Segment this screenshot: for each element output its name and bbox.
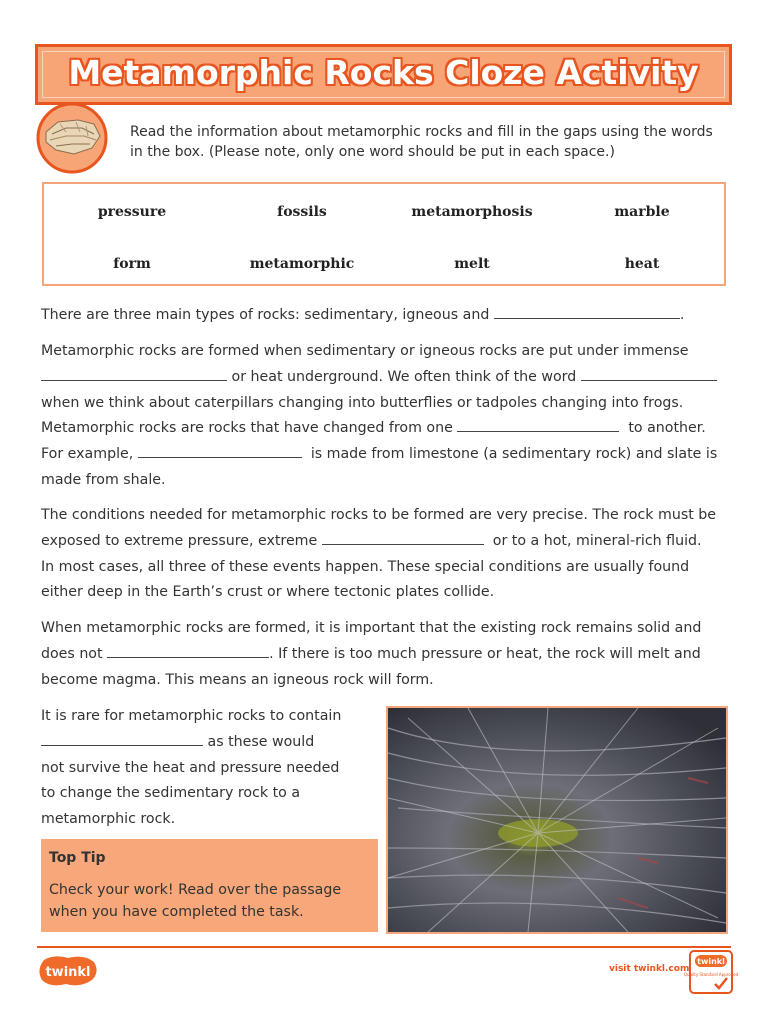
answer-blank[interactable] [457,417,619,432]
paragraph-text: Metamorphic rocks are rocks that have changed from one [41,420,453,437]
answer-blank[interactable] [41,731,203,746]
word-bank-item: pressure [97,204,167,220]
paragraph-text: or heat underground. We often think of the word [231,368,577,385]
paragraph-text: does not [41,645,103,662]
badge-caption: Quality Standard Approved [683,972,739,977]
answer-blank[interactable] [581,366,717,381]
top-tip-box [41,839,378,932]
paragraph-text: It is rare for metamorphic rocks to contain [41,708,342,724]
paragraph-text: either deep in the Earth’s crust or where tectonic plates collide. [41,584,495,601]
paragraph-2 [41,339,735,494]
paragraph-text: made from shale. [41,471,166,488]
paragraph-text: exposed to extreme pressure, extreme [41,532,318,549]
paragraph-text: or to a hot, mineral-rich fluid. [492,532,702,549]
paragraph-text: The conditions needed for metamorphic rocks to be formed are very precise. The rock must be [41,507,717,523]
word-bank-item: metamorphosis [411,204,533,220]
word-bank-item: melt [454,256,490,272]
instructions: Read the information about metamorphic rocks and fill in the gaps using the words in the box. (Please note, only one word should be put in each space.) [130,124,713,160]
slate-rock-illustration [388,708,726,932]
word-bank-item: metamorphic [249,256,355,272]
top-tip-title: Top Tip [49,850,106,866]
paragraph-text: . If there is too much pressure or heat, the rock will melt and [269,645,701,662]
answer-blank[interactable] [322,530,484,545]
word-bank-item: heat [624,256,660,272]
paragraph-1 [41,303,735,329]
title-banner [35,44,732,105]
paragraph-text: Metamorphic rocks are formed when sedimentary or igneous rocks are put under immense [41,343,689,359]
paragraph-text: . [679,307,685,323]
paragraph-text: is made from limestone (a sedimentary rock) and slate is [310,446,718,463]
paragraph-text: In most cases, all three of these events happen. These special conditions are usually found [41,558,690,575]
twinkl-logo-text: twinkl [45,965,91,980]
paragraph-3 [41,503,735,606]
slate-rock-photo [386,706,728,934]
answer-blank[interactable] [41,366,227,381]
twinkl-logo[interactable] [36,954,100,988]
answer-blank[interactable] [107,643,269,658]
word-bank [42,182,726,286]
paragraph-5 [41,704,381,833]
badge-logo-text: twinkl [697,957,725,966]
paragraph-text: not survive the heat and pressure needed [41,759,340,776]
top-tip-text: Check your work! Read over the passage when you have completed the task. [49,882,342,920]
answer-blank[interactable] [138,443,302,458]
paragraph-text: become magma. This means an igneous rock will form. [41,671,434,688]
paragraph-text: to another. [628,420,706,437]
word-bank-item: fossils [277,204,327,220]
answer-blank[interactable] [494,304,680,319]
paragraph-text: For example, [41,446,134,463]
quality-standard-badge [683,950,739,994]
word-bank-item: form [113,256,151,272]
paragraph-text: as these would [207,733,315,750]
footer-divider [37,946,731,948]
paragraph-text: There are three main types of rocks: sedimentary, igneous and [41,307,490,323]
word-bank-item: marble [614,204,670,220]
rock-sample-icon [36,102,108,174]
paragraph-text: when we think about caterpillars changing into butterflies or tadpoles changing into frogs. [41,394,684,411]
paragraph-text: to change the sedimentary rock to a [41,785,301,802]
visit-link[interactable]: visit twinkl.com [609,964,690,974]
paragraph-text: metamorphic rock. [41,811,176,828]
paragraph-text: When metamorphic rocks are formed, it is important that the existing rock remains solid and [41,620,702,636]
paragraph-4 [41,616,735,693]
page-title: Metamorphic Rocks Cloze Activity [68,53,699,92]
